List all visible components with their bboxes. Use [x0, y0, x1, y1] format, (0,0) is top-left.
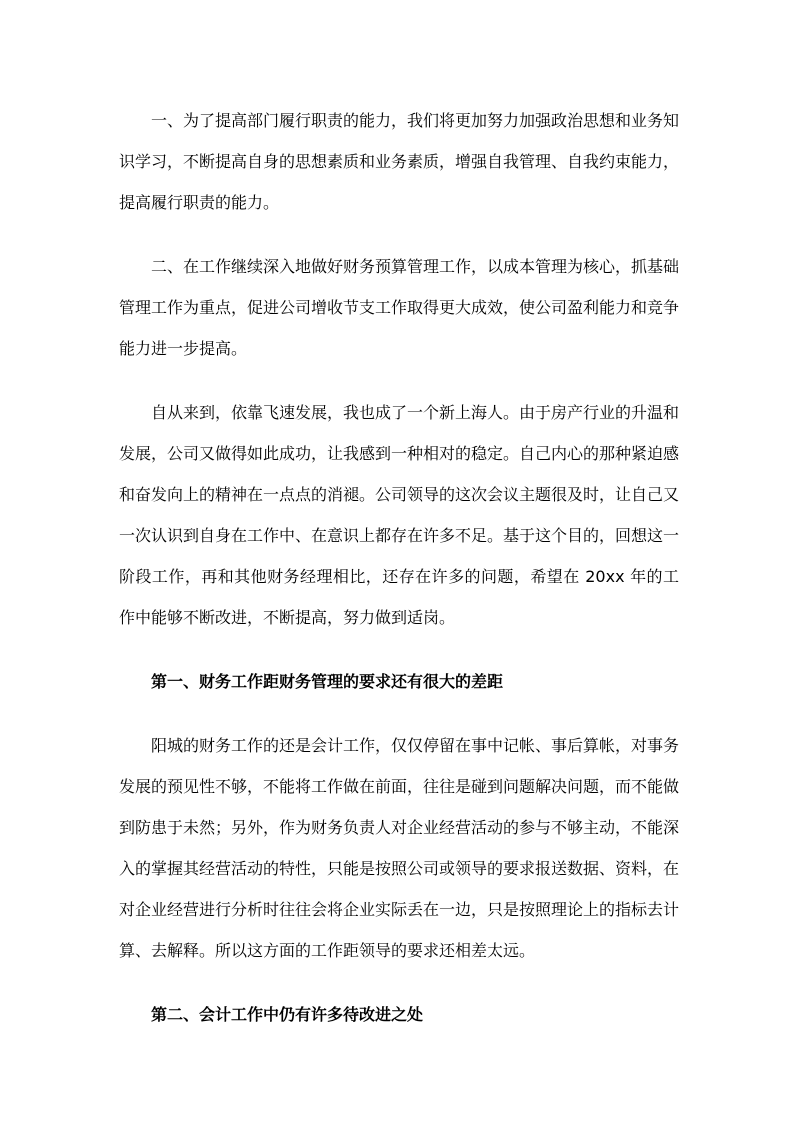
document-page — [119, 100, 679, 1058]
section-heading-1: 第一、财务工作距财务管理的要求还有很大的差距 — [151, 672, 504, 691]
paragraph-3: 自从来到，依靠飞速发展，我也成了一个新上海人。由于房产行业的升温和发展，公司又做得如此成功，让我感到一种相对的稳定。自己内心的那种紧迫感和奋发向上的精神在一点点的消褪。公司领导的这次会议主题很及时，让自己又一次认识到自身在工作中、在意识上都存在许多不足。基于这个目的，回想这一阶段工作，再和其他财务经理相比，还存在许多的问题，希望在 20xx 年的工作中能够不断改进，不断提高，努力做到适岗。 — [119, 403, 680, 627]
paragraph-2: 二、在工作继续深入地做好财务预算管理工作，以成本管理为核心，抓基础管理工作为重点，促进公司增收节支工作取得更大成效，使公司盈利能力和竞争能力进一步提高。 — [119, 257, 680, 358]
paragraph-1: 一、为了提高部门履行职责的能力，我们将更加努力加强政治思想和业务知识学习，不断提高自身的思想素质和业务素质，增强自我管理、自我约束能力，提高履行职责的能力。 — [119, 111, 680, 212]
section-heading-2: 第二、会计工作中仍有许多待改进之处 — [151, 1005, 424, 1024]
paragraph-4: 阳城的财务工作的还是会计工作，仅仅停留在事中记帐、事后算帐，对事务发展的预见性不够，不能将工作做在前面，往往是碰到问题解决问题，而不能做到防患于未然；另外，作为财务负责人对企业经营活动的参与不够主动，不能深入的掌握其经营活动的特性，只能是按照公司或领导的要求报送数据、资料，在对企业经营进行分析时往往会将企业实际丢在一边，只是按照理论上的指标去计算、去解释。所以这方面的工作距领导的要求还相差太远。 — [119, 736, 680, 960]
